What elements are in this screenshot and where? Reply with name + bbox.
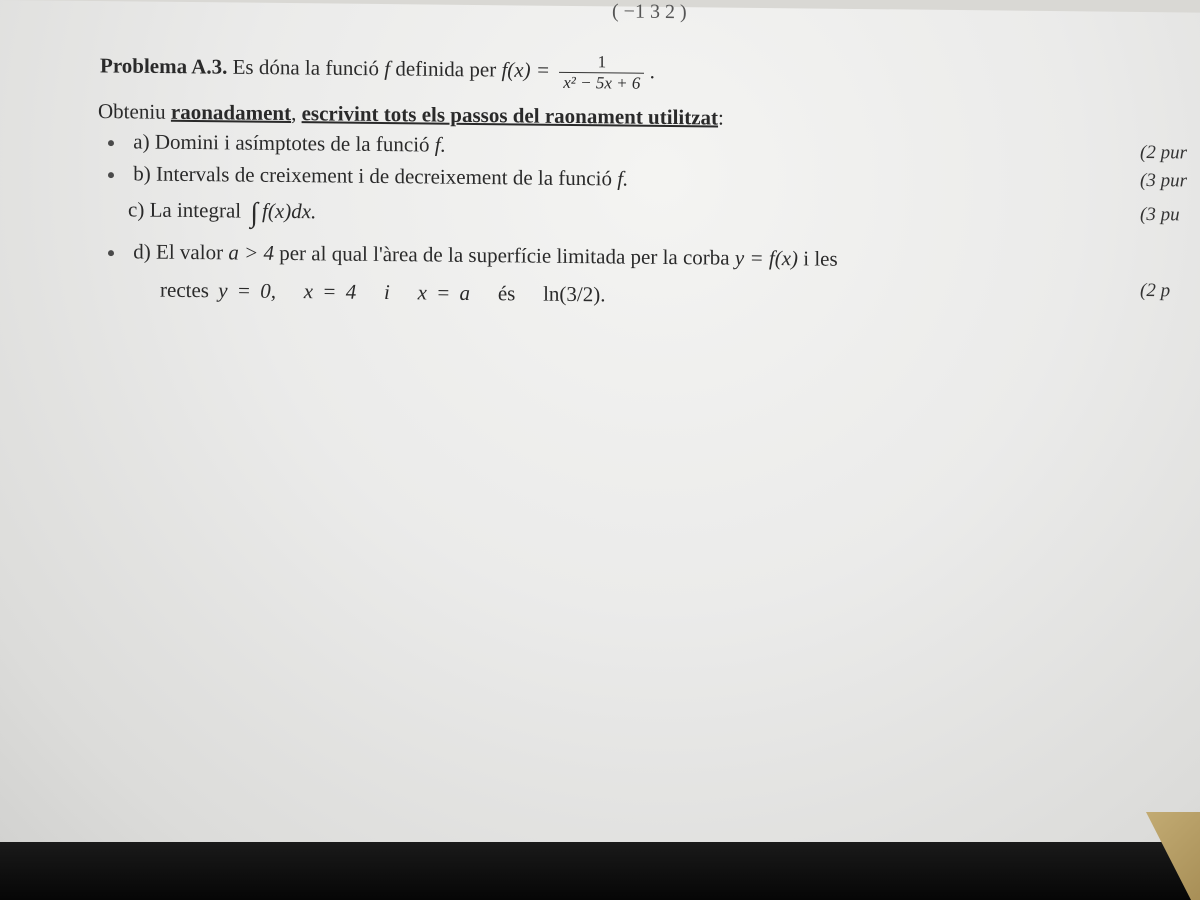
item-tail: f.	[434, 132, 446, 157]
item-tail: f.	[617, 166, 629, 191]
problem-label: Problema A.3.	[100, 53, 228, 79]
equation-xa: x = a	[417, 280, 471, 305]
item-d-line2	[160, 278, 605, 308]
item-d-line1-end: i les	[803, 246, 838, 271]
defined-by-text: definida per	[395, 56, 497, 82]
item-condition: a > 4	[228, 240, 274, 265]
item-text: La integral	[149, 197, 242, 223]
instruction-emphasis-2: escrivint tots els passos del raonament utilitzat	[301, 101, 719, 130]
item-text: Intervals de creixement i de decreixement de la funció	[156, 161, 612, 191]
integral-sign-icon: ∫	[250, 197, 259, 229]
function-name: f	[384, 56, 391, 81]
statement-text: Es dóna la funció	[232, 54, 379, 81]
desk-background	[0, 842, 1200, 900]
item-d-points: (2 p	[1140, 279, 1171, 302]
equation-y0: y = 0,	[218, 278, 276, 303]
bullet-mark	[108, 172, 114, 178]
item-label: d)	[133, 239, 151, 264]
fraction-period: .	[649, 59, 655, 84]
item-d	[108, 239, 838, 272]
bullet-mark	[108, 140, 114, 146]
instruction-separator: ,	[291, 101, 297, 126]
instruction-emphasis-1: raonadament	[170, 99, 292, 126]
area-value: ln(3/2).	[543, 281, 606, 307]
item-tail: f(x)dx.	[262, 198, 317, 224]
rectes-label: rectes	[160, 277, 209, 303]
instruction-suffix: :	[718, 105, 724, 130]
es-text: és	[497, 281, 516, 306]
item-d-line1: per al qual l'àrea de la superfície limitada per la corba	[279, 240, 730, 270]
item-label: a)	[133, 129, 150, 154]
instruction-line	[98, 99, 724, 131]
fraction-numerator: 1	[559, 52, 644, 74]
item-label: b)	[133, 161, 151, 186]
item-c	[128, 196, 316, 230]
item-a-points: (2 pur	[1140, 141, 1187, 164]
item-b	[108, 161, 628, 191]
item-label: c)	[128, 197, 145, 222]
item-text: El valor	[156, 239, 224, 265]
conjunction-i: i	[383, 280, 390, 305]
instruction-prefix: Obteniu	[98, 99, 166, 124]
problem-statement	[100, 47, 655, 94]
item-a	[108, 129, 446, 158]
equation-x4: x = 4	[303, 279, 357, 304]
item-c-points: (3 pu	[1140, 203, 1180, 226]
item-b-points: (3 pur	[1140, 169, 1187, 192]
matrix-fragment: ( −1 3 2 )	[612, 0, 687, 24]
fraction-denominator: x² − 5x + 6	[563, 72, 641, 93]
bullet-mark	[108, 250, 114, 256]
item-text: Domini i asímptotes de la funció	[154, 129, 430, 157]
curve-equation: y = f(x)	[734, 245, 799, 271]
function-fraction	[559, 52, 644, 94]
function-lhs: f(x) =	[501, 57, 551, 83]
